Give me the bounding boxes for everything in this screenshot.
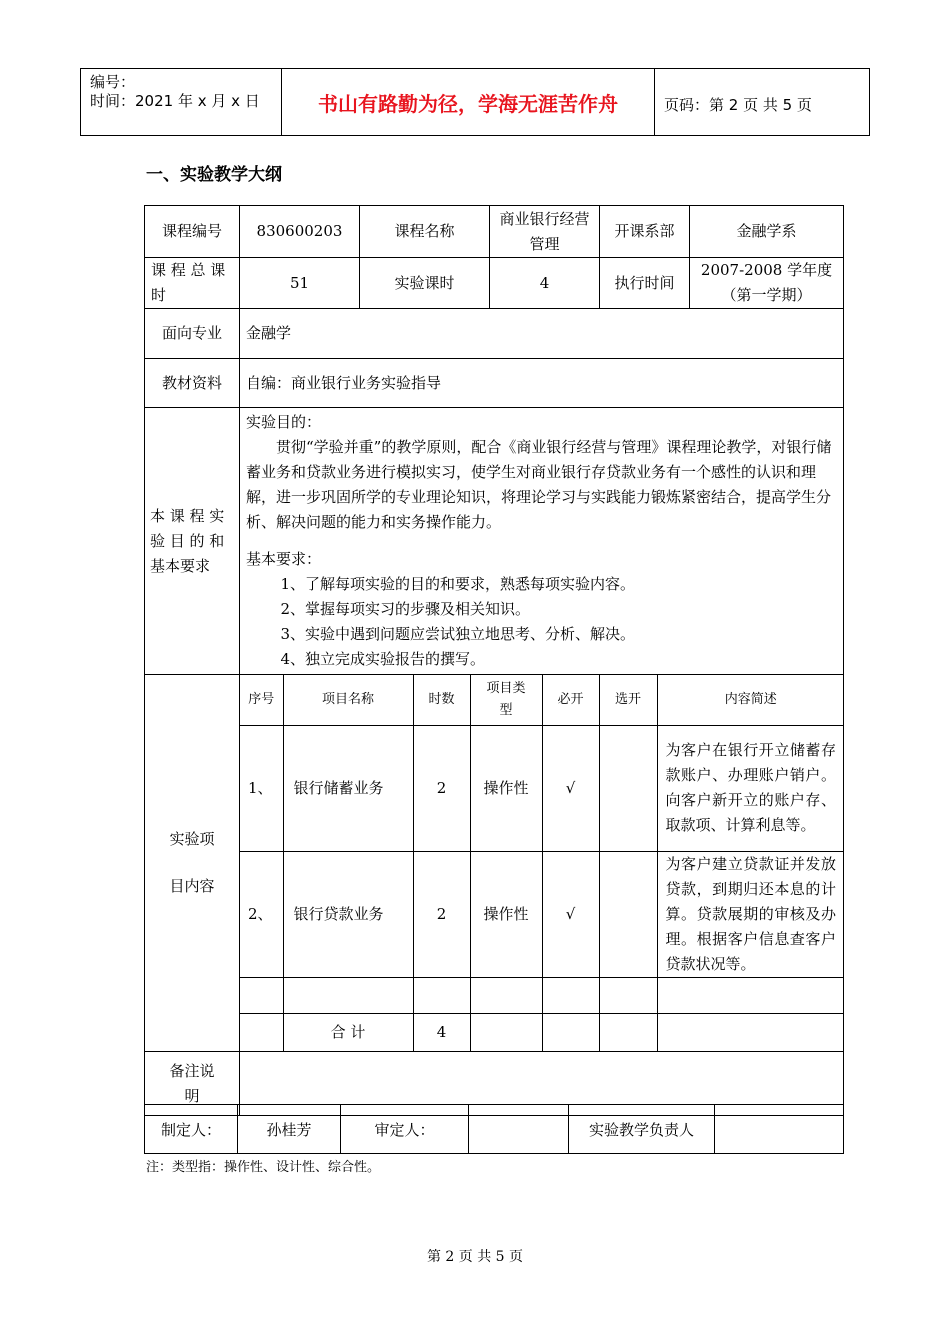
project-required-check: √ — [542, 851, 599, 977]
table-row — [145, 258, 844, 309]
header-divider — [869, 68, 870, 136]
projects-header-row — [240, 675, 844, 725]
col-header-hours: 时数 — [413, 675, 470, 725]
purpose-label: 本 课 程 实 验 目 的 和 基本要求 — [145, 408, 240, 675]
project-optional — [599, 725, 657, 851]
requirement-item: 3、实验中遇到问题应尝试独立地思考、分析、解决。 — [280, 625, 636, 643]
maker-label: 制定人： — [145, 1105, 238, 1154]
requirement-item: 4、独立完成实验报告的撰写。 — [280, 650, 486, 668]
page-footer: 第 2 页 共 5 页 — [426, 1249, 524, 1265]
major-label: 面向专业 — [145, 309, 240, 359]
table-row — [240, 725, 844, 851]
header-date: 时间：2021 年 x 月 x 日 — [90, 92, 260, 110]
project-seq: 2、 — [240, 851, 283, 977]
empty-cell — [240, 977, 283, 1013]
owner-label: 实验教学负责人 — [569, 1105, 715, 1154]
empty-cell — [413, 977, 470, 1013]
requirements-heading: 基本要求： — [246, 550, 322, 568]
col-header-name: 项目名称 — [283, 675, 413, 725]
dept-label: 开课系部 — [600, 206, 690, 258]
col-header-optional: 选开 — [599, 675, 657, 725]
empty-cell — [542, 1013, 599, 1051]
table-row — [240, 977, 844, 1013]
empty-cell — [542, 977, 599, 1013]
lab-hours-label: 实验课时 — [360, 258, 490, 309]
requirement-item: 1、了解每项实验的目的和要求，熟悉每项实验内容。 — [280, 575, 636, 593]
exec-time-label: 执行时间 — [600, 258, 690, 309]
exec-time-value: 2007-2008 学年度（第一学期） — [690, 258, 844, 309]
project-type: 操作性 — [470, 851, 542, 977]
remarks-label: 备注说明 — [145, 1052, 240, 1116]
dept-value: 金融学系 — [690, 206, 844, 258]
material-value: 自编：商业银行业务实验指导 — [240, 359, 844, 408]
total-row — [240, 1013, 844, 1051]
signoff-row — [145, 1105, 844, 1154]
purpose-heading: 实验目的： — [246, 413, 322, 431]
purpose-cell — [240, 408, 844, 675]
project-required-check: √ — [542, 725, 599, 851]
course-outline-table — [144, 205, 844, 1116]
col-header-summary: 内容简述 — [657, 675, 844, 725]
section-title: 一、实验教学大纲 — [146, 165, 282, 185]
owner-value — [715, 1105, 844, 1154]
total-hours-label: 课 程 总 课 时 — [145, 258, 240, 309]
header-divider — [80, 68, 81, 136]
requirement-item: 2、掌握每项实习的步骤及相关知识。 — [280, 600, 531, 618]
empty-cell — [599, 1013, 657, 1051]
header-motto: 书山有路勤为径，学海无涯苦作舟 — [318, 91, 618, 116]
reviewer-label: 审定人： — [341, 1105, 469, 1154]
material-label: 教材资料 — [145, 359, 240, 408]
col-header-required: 必开 — [542, 675, 599, 725]
reviewer-value — [469, 1105, 569, 1154]
course-name-value: 商业银行经营管理 — [490, 206, 600, 258]
col-header-seq: 序号 — [240, 675, 283, 725]
project-summary: 为客户建立贷款证并发放贷款，到期归还本息的计算。贷款展期的审核及办理。根据客户信息查客户贷款状况等。 — [657, 851, 844, 977]
projects-cell — [240, 675, 844, 1052]
maker-value: 孙桂芳 — [238, 1105, 341, 1154]
course-code-label: 课程编号 — [145, 206, 240, 258]
projects-label-line: 目内容 — [169, 877, 215, 895]
signoff-table — [144, 1104, 844, 1154]
project-name: 银行储蓄业务 — [283, 725, 413, 851]
course-name-label: 课程名称 — [360, 206, 490, 258]
header-number-label: 编号： — [90, 73, 136, 91]
empty-cell — [599, 977, 657, 1013]
projects-label — [145, 675, 240, 1052]
empty-cell — [657, 1013, 844, 1051]
course-code-value: 830600203 — [240, 206, 360, 258]
projects-table — [240, 675, 844, 1051]
lab-hours-value: 4 — [490, 258, 600, 309]
project-hours: 2 — [413, 725, 470, 851]
major-value: 金融学 — [240, 309, 844, 359]
table-row — [145, 675, 844, 1052]
table-row — [145, 206, 844, 258]
project-hours: 2 — [413, 851, 470, 977]
col-header-type: 项目类型 — [470, 675, 542, 725]
header-page-label: 页码：第 2 页 共 5 页 — [664, 96, 812, 114]
empty-cell — [240, 1013, 283, 1051]
project-optional — [599, 851, 657, 977]
project-seq: 1、 — [240, 725, 283, 851]
table-row — [145, 359, 844, 408]
empty-cell — [470, 1013, 542, 1051]
project-summary: 为客户在银行开立储蓄存款账户、办理账户销户。向客户新开立的账户存、取款项、计算利息等。 — [657, 725, 844, 851]
table-row — [145, 408, 844, 675]
total-label: 合 计 — [283, 1013, 413, 1051]
total-value: 4 — [413, 1013, 470, 1051]
project-type: 操作性 — [470, 725, 542, 851]
project-name: 银行贷款业务 — [283, 851, 413, 977]
empty-cell — [657, 977, 844, 1013]
header-divider — [654, 68, 655, 136]
total-hours-value: 51 — [240, 258, 360, 309]
empty-cell — [470, 977, 542, 1013]
table-row — [240, 851, 844, 977]
purpose-text: 贯彻“学验并重”的教学原则，配合《商业银行经营与管理》课程理论教学，对银行储蓄业务和贷款业务进行模拟实习，使学生对商业银行存贷款业务有一个感性的认识和理解，进一步巩固所学的专业理论知识，将理论学习与实践能力锻炼紧密结合，提高学生分析、解决问题的能力和实务操作能力。 — [246, 438, 832, 531]
projects-label-line: 实验项 — [169, 830, 215, 848]
table-row — [145, 309, 844, 359]
empty-cell — [283, 977, 413, 1013]
type-note: 注：类型指：操作性、设计性、综合性。 — [146, 1160, 381, 1175]
